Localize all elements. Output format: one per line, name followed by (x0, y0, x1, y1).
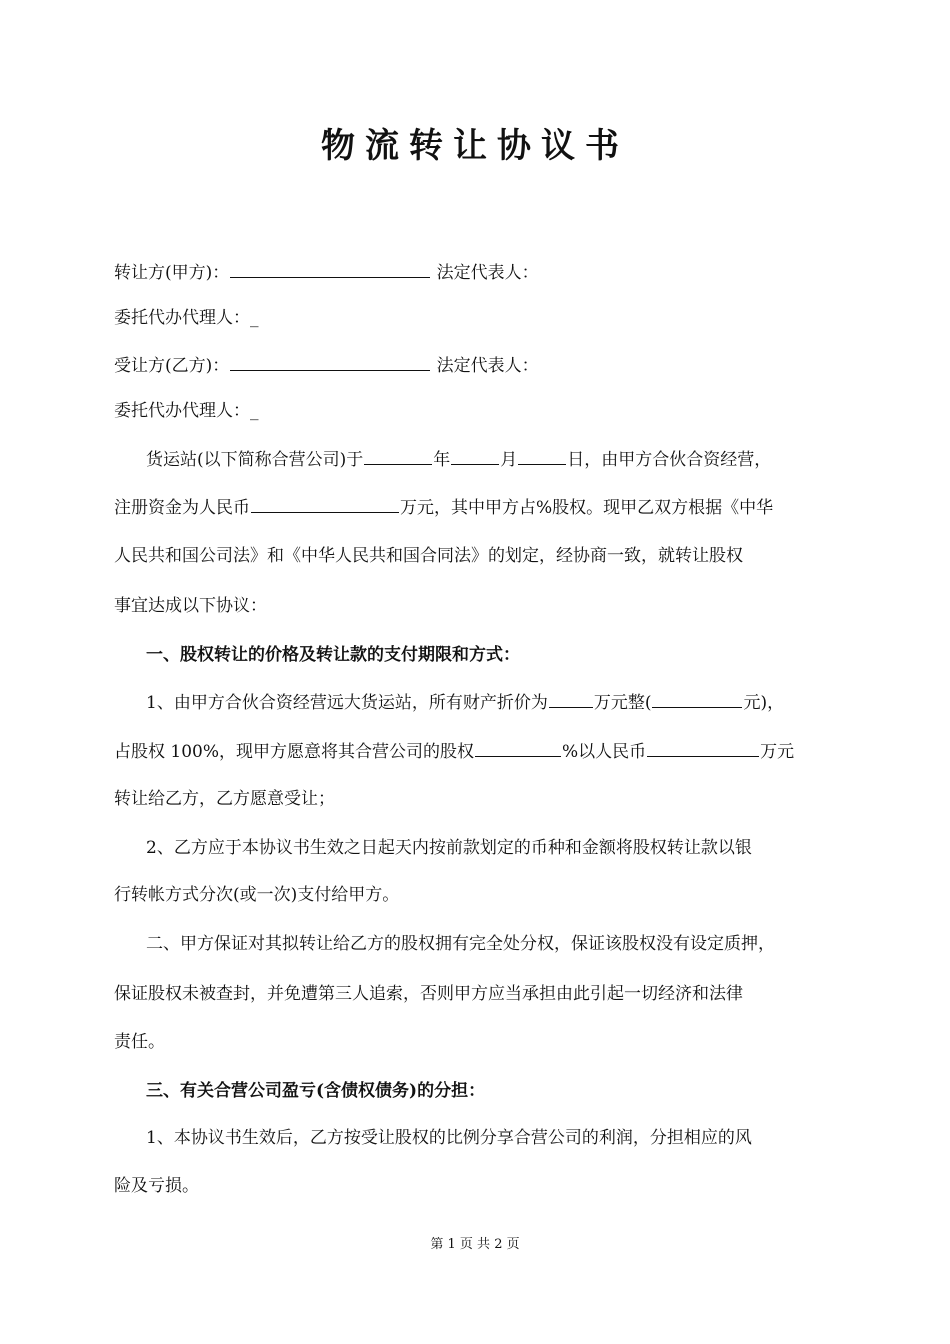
legal-rep-label-b: 法定代表人： (436, 356, 539, 376)
s3-item1-line-2: 险及亏损。 (114, 1176, 199, 1196)
p1-text: 万元，其中甲方占%股权。现甲乙双方根据《中华 (400, 498, 774, 518)
party-a-blank[interactable] (230, 259, 430, 278)
s1-item1-line-3: 转让给乙方，乙方愿意受让； (114, 789, 335, 809)
s1-text: 万元整( (593, 693, 652, 713)
section-2-line-3: 责任。 (114, 1032, 165, 1052)
party-a-line (114, 259, 539, 285)
s1-text: 万元 (760, 742, 795, 762)
s1-text: 1、由甲方合伙合资经营远大货运站，所有财产折价为 (146, 693, 548, 713)
total-yuan-blank[interactable] (652, 689, 742, 708)
day-blank[interactable] (518, 446, 566, 465)
p1-text: 注册资金为人民币 (114, 498, 250, 518)
s1-item2-line-1: 2、乙方应于本协议书生效之日起天内按前款划定的币种和金额将股权转让款以银 (146, 838, 752, 858)
party-a-label: 转让方(甲方)： (114, 263, 230, 283)
section-3-heading: 三、有关合营公司盈亏(含债权债务)的分担： (146, 1081, 486, 1101)
p1-line-4: 事宜达成以下协议： (114, 596, 267, 616)
s1-text: 占股权 100%，现甲方愿意将其合营公司的股权 (114, 742, 475, 762)
capital-blank[interactable] (251, 494, 399, 513)
p1-line-1 (146, 446, 771, 472)
legal-rep-label-a: 法定代表人： (436, 263, 539, 283)
p1-line-2 (114, 494, 773, 520)
p1-line-3: 人民共和国公司法》和《中华人民共和国合同法》的划定，经协商一致，就转让股权 (114, 546, 743, 566)
p1-text: 年 (433, 450, 451, 470)
total-value-blank[interactable] (549, 689, 593, 708)
s3-item1-line-1: 1、本协议书生效后，乙方按受让股权的比例分享合营公司的利润，分担相应的风 (146, 1128, 752, 1148)
party-b-label: 受让方(乙方)： (114, 356, 230, 376)
section-2-line-2: 保证股权未被查封，并免遭第三人追索，否则甲方应当承担由此引起一切经济和法律 (114, 984, 743, 1004)
p1-text: 日，由甲方合伙合资经营， (567, 450, 772, 470)
party-b-blank[interactable] (230, 352, 430, 371)
s1-item1-line-2 (114, 738, 794, 764)
document-title: 物流转让协议书 (321, 126, 629, 166)
p1-text: 货运站(以下简称合营公司)于 (146, 450, 364, 470)
party-b-line (114, 352, 539, 378)
year-blank[interactable] (364, 446, 432, 465)
transfer-amount-blank[interactable] (647, 738, 759, 757)
s1-text: 元)， (743, 693, 785, 713)
s1-text: %以人民币 (562, 742, 647, 762)
month-blank[interactable] (451, 446, 499, 465)
s1-item2-line-2: 行转帐方式分次(或一次)支付给甲方。 (114, 885, 400, 905)
agent-a-line: 委托代办代理人：_ (114, 308, 259, 328)
section-1-heading: 一、股权转让的价格及转让款的支付期限和方式： (146, 645, 520, 665)
p1-text: 月 (500, 450, 518, 470)
page-footer: 第 1 页 共 2 页 (430, 1237, 520, 1252)
s1-item1-line-1 (146, 689, 784, 715)
agent-b-line: 委托代办代理人：_ (114, 401, 259, 421)
section-2-line-1: 二、甲方保证对其拟转让给乙方的股权拥有完全处分权，保证该股权没有设定质押， (146, 934, 775, 954)
share-percent-blank[interactable] (475, 738, 561, 757)
